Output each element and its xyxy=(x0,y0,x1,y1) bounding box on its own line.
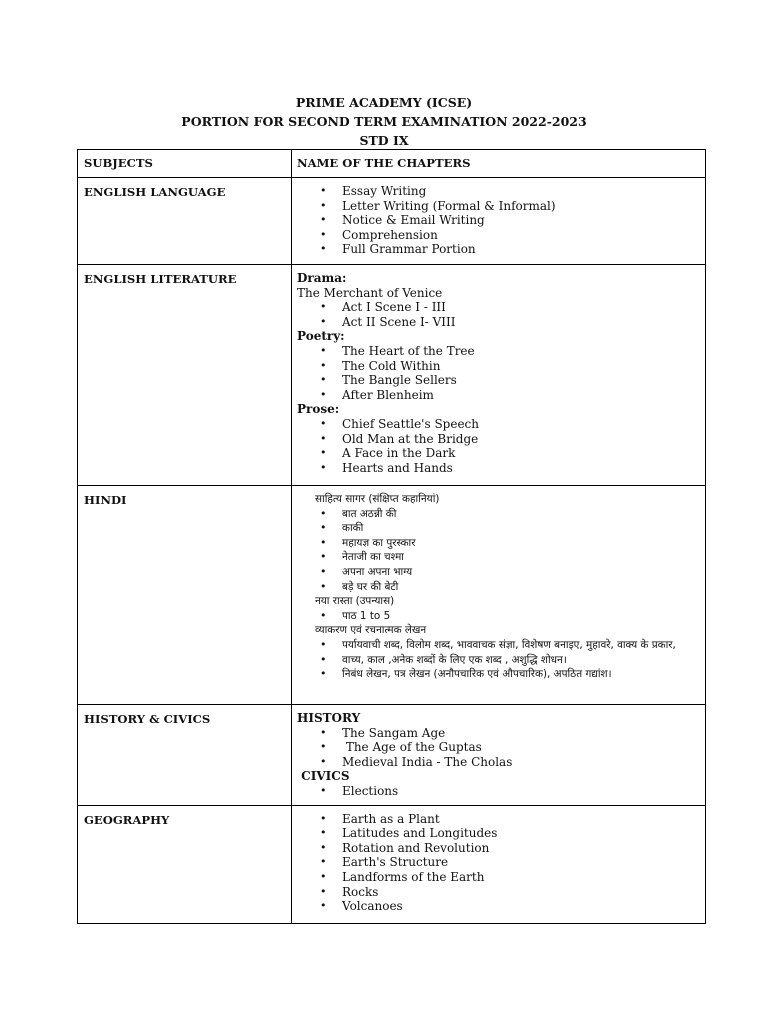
list-item: • Medieval India - The Cholas xyxy=(297,755,699,770)
list-item: • The Sangam Age xyxy=(297,726,699,741)
chapter-list xyxy=(297,609,699,624)
subjects-header: SUBJECTS xyxy=(84,156,153,170)
list-item: • Full Grammar Portion xyxy=(297,242,699,257)
list-item: • Act II Scene I- VIII xyxy=(297,315,699,330)
list-item: • Rocks xyxy=(297,885,699,900)
list-item: • पर्यायवाची शब्द, विलोम शब्द, भाववाचक संज्ञा, विशेषण बनाइए, मुहावरे, वाक्य के प्रकार, xyxy=(297,638,699,653)
list-item: • बात अठन्नी की xyxy=(297,507,699,522)
list-item: • Rotation and Revolution xyxy=(297,841,699,856)
list-item: • पाठ 1 to 5 xyxy=(297,609,699,624)
list-item: • The Bangle Sellers xyxy=(297,373,699,388)
chapter-list xyxy=(297,507,699,595)
list-item: • Volcanoes xyxy=(297,899,699,914)
list-item: • अपना अपना भाग्य xyxy=(297,565,699,580)
list-item: • The Cold Within xyxy=(297,359,699,374)
chapter-list xyxy=(297,784,699,799)
list-item: • A Face in the Dark xyxy=(297,446,699,461)
list-item: • Comprehension xyxy=(297,228,699,243)
list-item: • The Age of the Guptas xyxy=(297,740,699,755)
table-row-history-civics xyxy=(78,705,706,806)
school-name: PRIME ACADEMY (ICSE) xyxy=(295,95,473,110)
section-label-prose: Prose: xyxy=(297,402,340,417)
section-label-naya-rasta: नया रास्ता (उपन्यास) xyxy=(315,595,395,608)
section-label-civics: CIVICS xyxy=(297,769,350,784)
list-item: • Act I Scene I - III xyxy=(297,300,699,315)
chapters-header-cell xyxy=(292,150,706,178)
list-item: • बड़े घर की बेटी xyxy=(297,580,699,595)
list-item: • Earth as a Plant xyxy=(297,812,699,827)
standard-label: STD IX xyxy=(359,133,409,148)
table-row-hindi xyxy=(78,486,706,705)
section-label-vyakaran: व्याकरण एवं रचनात्मक लेखन xyxy=(315,624,427,637)
list-item: • वाच्य, काल ,अनेक शब्दों के लिए एक शब्द , अशुद्धि शोधन। xyxy=(297,653,699,668)
table-row-english-language xyxy=(78,178,706,265)
document-header xyxy=(0,93,768,150)
list-item: • नेताजी का चश्मा xyxy=(297,550,699,565)
portion-table xyxy=(77,149,706,924)
chapter-list xyxy=(297,812,699,914)
list-item: • महायज्ञ का पुरस्कार xyxy=(297,536,699,551)
list-item: • Essay Writing xyxy=(297,184,699,199)
subjects-header-cell xyxy=(78,150,292,178)
subject-name: ENGLISH LANGUAGE xyxy=(84,185,226,199)
subject-name: HINDI xyxy=(84,493,127,507)
subject-name: HISTORY & CIVICS xyxy=(84,712,211,726)
section-label-poetry: Poetry: xyxy=(297,329,345,344)
section-label-drama: Drama: xyxy=(297,271,347,285)
list-item: • The Heart of the Tree xyxy=(297,344,699,359)
chapter-list xyxy=(297,726,699,770)
chapter-list xyxy=(297,417,699,475)
chapter-list xyxy=(297,344,699,402)
list-item: • Latitudes and Longitudes xyxy=(297,826,699,841)
list-item: • Hearts and Hands xyxy=(297,461,699,476)
section-label-history: HISTORY xyxy=(297,711,361,725)
list-item: • काकी xyxy=(297,521,699,536)
list-item: • After Blenheim xyxy=(297,388,699,403)
list-item: • Notice & Email Writing xyxy=(297,213,699,228)
table-row-geography xyxy=(78,805,706,923)
list-item: • निबंध लेखन, पत्र लेखन (अनौपचारिक एवं औपचारिक), अपठित गद्यांश। xyxy=(297,667,699,682)
table-header-row xyxy=(78,150,706,178)
subject-name: ENGLISH LITERATURE xyxy=(84,272,237,286)
table-row-english-literature xyxy=(78,265,706,486)
chapter-list xyxy=(297,300,699,329)
list-item: • Letter Writing (Formal & Informal) xyxy=(297,199,699,214)
exam-title: PORTION FOR SECOND TERM EXAMINATION 2022-2023 xyxy=(181,114,587,129)
chapter-list xyxy=(297,638,699,682)
chapters-header: NAME OF THE CHAPTERS xyxy=(297,156,471,170)
list-item: • Landforms of the Earth xyxy=(297,870,699,885)
list-item: • Elections xyxy=(297,784,699,799)
list-item: • Old Man at the Bridge xyxy=(297,432,699,447)
section-label-sahitya-sagar: साहित्य सागर (संक्षिप्त कहानियां) xyxy=(315,493,440,505)
list-item: • Chief Seattle's Speech xyxy=(297,417,699,432)
chapter-list xyxy=(297,184,699,257)
subject-name: GEOGRAPHY xyxy=(84,812,170,827)
list-item: • Earth's Structure xyxy=(297,855,699,870)
drama-title: The Merchant of Venice xyxy=(297,285,443,300)
